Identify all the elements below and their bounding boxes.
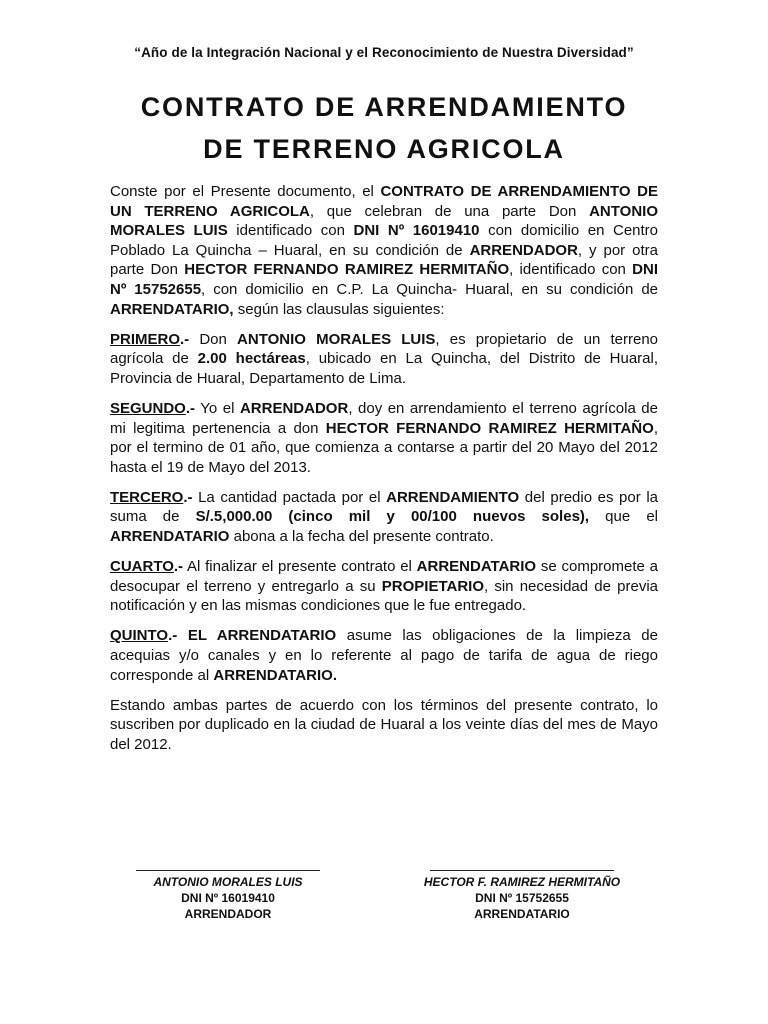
contract-body <box>110 182 658 765</box>
signer-role: ARRENDADOR <box>184 907 272 921</box>
signer-dni: DNI Nº 15752655 <box>475 891 569 905</box>
signer-name: ANTONIO MORALES LUIS <box>153 875 303 889</box>
clause-label: CUARTO <box>110 558 174 576</box>
clause-cuarto: CUARTO.- Al finalizar el presente contrato el ARRENDATARIO se compromete a desocupar el terreno y entregarlo a su PROPIETARIO, sin necesidad de previa notificación y en las mismas condiciones que le fue entregado. <box>110 558 658 615</box>
signer-role: ARRENDATARIO <box>474 907 570 921</box>
closing-paragraph: Estando ambas partes de acuerdo con los términos del presente contrato, lo suscriben por duplicado en la ciudad de Huaral a los veinte días del mes de Mayo del 2012. <box>110 696 658 753</box>
contract-title-line1: CONTRATO DE ARRENDAMIENTO <box>140 92 628 122</box>
signer-dni: DNI Nº 16019410 <box>181 891 275 905</box>
signature-block-arrendatario <box>402 870 642 922</box>
signer-name: HECTOR F. RAMIREZ HERMITAÑO <box>423 875 621 889</box>
signature-line <box>136 870 320 871</box>
clause-label: TERCERO <box>110 488 184 506</box>
clause-label: SEGUNDO <box>110 399 186 417</box>
clause-quinto: QUINTO.- EL ARRENDATARIO asume las obligaciones de la limpieza de acequias y/o canales y en lo referente al pago de tarifa de agua de riego corresponde al ARRENDATARIO. <box>110 627 658 684</box>
clause-label: QUINTO <box>110 627 169 645</box>
clause-label: PRIMERO <box>110 330 181 348</box>
clause-primero: PRIMERO.- Don ANTONIO MORALES LUIS, es propietario de un terreno agrícola de 2.00 hectáreas, ubicado en La Quincha, del Distrito de Huaral, Provincia de Huaral, Departamento de Lima. <box>110 330 659 387</box>
clause-tercero: TERCERO.- La cantidad pactada por el ARRENDAMIENTO del predio es por la suma de S/.5,000.00 (cinco mil y 00/100 nuevos soles), que el ARRENDATARIO abona a la fecha del presente contrato. <box>110 488 658 545</box>
intro-paragraph: Conste por el Presente documento, el CONTRATO DE ARRENDAMIENTO DE UN TERRENO AGRICOLA, que celebran de una parte Don ANTONIO MORALES LUIS identificado con DNI Nº 16019410 con domicilio en Centro Poblado La Quincha – Huaral, en su condición de ARRENDADOR, y por otra parte Don HECTOR FERNANDO RAMIREZ HERMITAÑO, identificado con DNI Nº 15752655, con domicilio en C.P. La Quincha- Huaral, en su condición de ARRENDATARIO, según las clausulas siguientes: <box>110 183 659 318</box>
clause-segundo: SEGUNDO.- Yo el ARRENDADOR, doy en arrendamiento el terreno agrícola de mi legitima pertenencia a don HECTOR FERNANDO RAMIREZ HERMITAÑO, por el termino de 01 año, que comienza a contarse a partir del 20 Mayo del 2012 hasta el 19 de Mayo del 2013. <box>110 399 658 476</box>
signature-line <box>430 870 614 871</box>
contract-title-line2: DE TERRENO AGRICOLA <box>203 134 565 164</box>
year-motto: “Año de la Integración Nacional y el Reconocimiento de Nuestra Diversidad” <box>134 45 634 60</box>
signature-block-arrendador <box>108 870 348 922</box>
